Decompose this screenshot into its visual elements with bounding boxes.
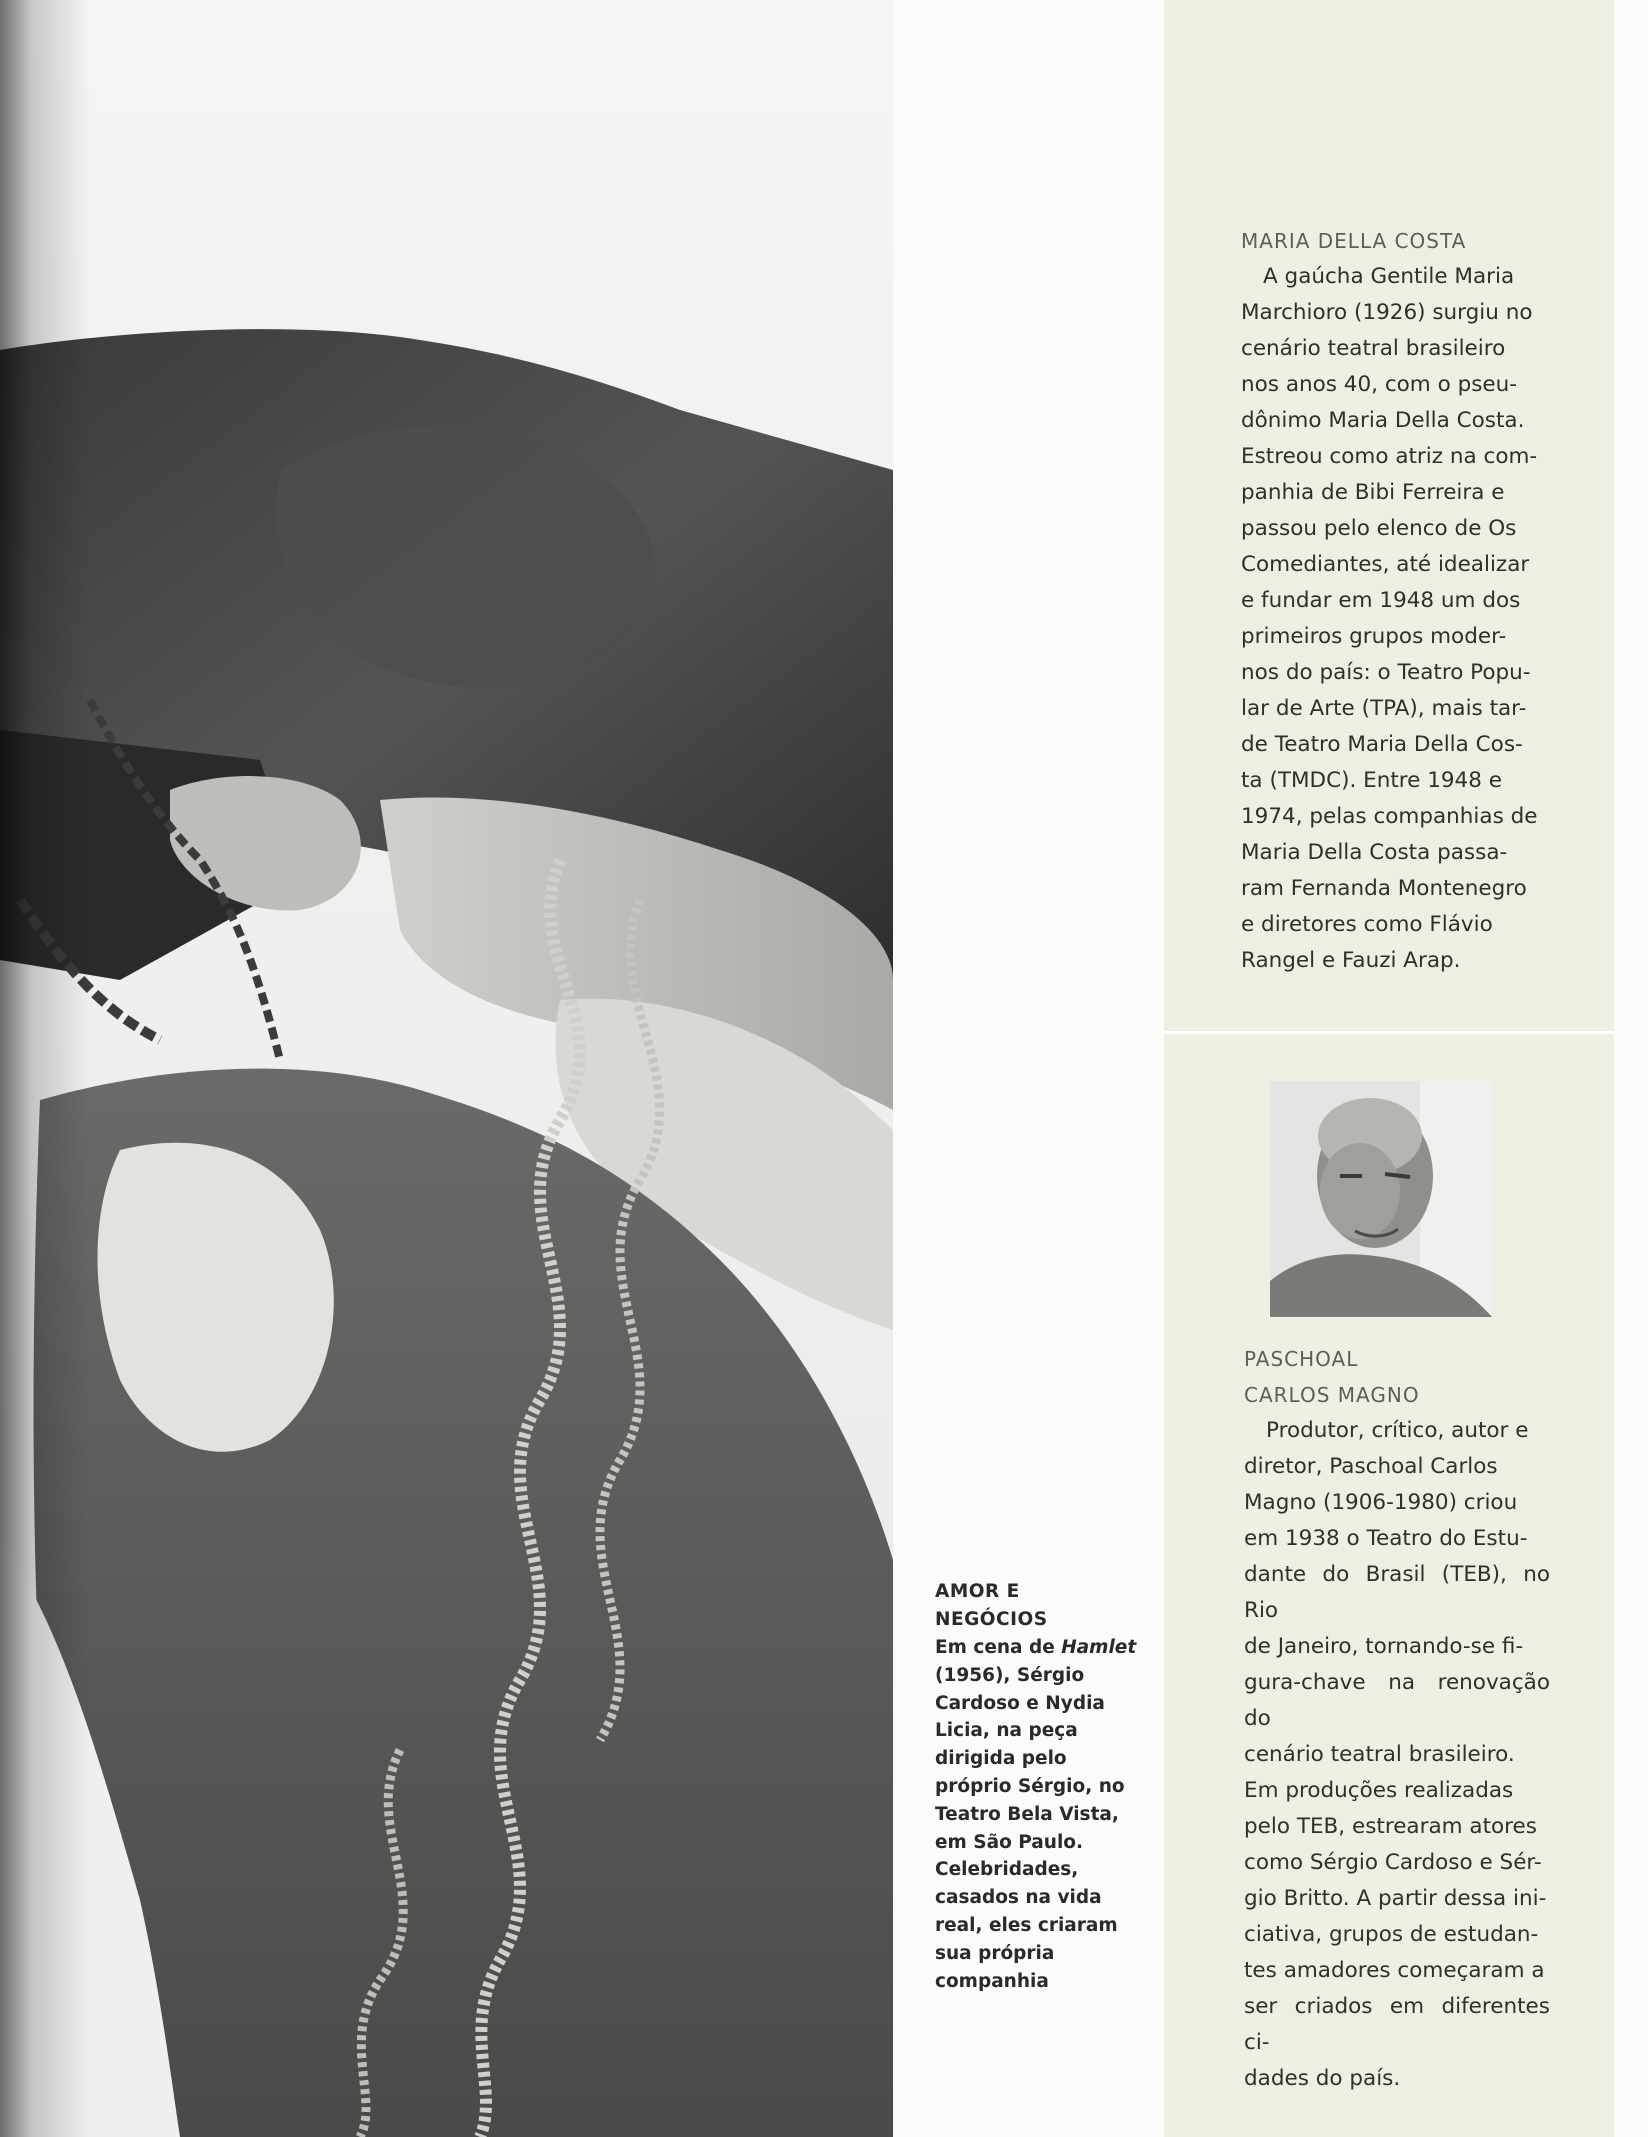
text-line: e diretores como Flávio — [1241, 912, 1493, 937]
heading-line: PASCHOAL — [1244, 1347, 1359, 1371]
text-line: Maria Della Costa passa- — [1241, 840, 1508, 865]
text-line: Produtor, crítico, autor e — [1266, 1418, 1529, 1443]
text-line: ciativa, grupos de estudan- — [1244, 1922, 1539, 1947]
text-line: ta (TMDC). Entre 1948 e — [1241, 768, 1502, 793]
caption-title-line: NEGÓCIOS — [935, 1609, 1048, 1630]
paschoal-heading — [1244, 1341, 1584, 1413]
text-line: ram Fernanda Montenegro — [1241, 876, 1527, 901]
sidebar-divider — [1164, 1031, 1614, 1034]
text-line: gura-chave na renovação do — [1244, 1670, 1550, 1731]
text-line: Em produções realizadas — [1244, 1778, 1514, 1803]
text-line: dades do país. — [1244, 2066, 1401, 2091]
text-line: dante do Brasil (TEB), no Rio — [1244, 1562, 1550, 1623]
text-line: Estreou como atriz na com- — [1241, 444, 1538, 469]
maria-della-costa-heading: MARIA DELLA COSTA — [1241, 229, 1467, 253]
heading-line: CARLOS MAGNO — [1244, 1383, 1420, 1407]
caption-text — [935, 1634, 1145, 1995]
text-line: Rangel e Fauzi Arap. — [1241, 948, 1461, 973]
text-line: diretor, Paschoal Carlos — [1244, 1454, 1498, 1479]
text-line: cenário teatral brasileiro. — [1244, 1742, 1515, 1767]
text-line: de Teatro Maria Della Cos- — [1241, 732, 1523, 757]
text-line: pelo TEB, estrearam atores — [1244, 1814, 1537, 1839]
caption-play-title: Hamlet — [1061, 1637, 1137, 1658]
maria-della-costa-text — [1241, 259, 1549, 979]
photo-caption — [935, 1578, 1145, 1995]
text-line: panhia de Bibi Ferreira e — [1241, 480, 1505, 505]
text-line: nos anos 40, com o pseu- — [1241, 372, 1518, 397]
text-line: A gaúcha Gentile Maria — [1263, 264, 1515, 289]
text-line: como Sérgio Cardoso e Sér- — [1244, 1850, 1542, 1875]
text-line: Comediantes, até idealizar — [1241, 552, 1530, 577]
text-line: primeiros grupos moder- — [1241, 624, 1507, 649]
binding-shadow — [0, 0, 90, 2137]
text-line: tes amadores começaram a — [1244, 1958, 1545, 1983]
paschoal-text — [1244, 1413, 1550, 2097]
paschoal-portrait-photo — [1270, 1081, 1492, 1317]
text-line: cenário teatral brasileiro — [1241, 336, 1506, 361]
text-line: Marchioro (1926) surgiu no — [1241, 300, 1533, 325]
text-line: ser criados em diferentes ci- — [1244, 1994, 1550, 2055]
caption-text-prefix: Em cena de — [935, 1637, 1062, 1658]
caption-title-line: AMOR E — [935, 1581, 1020, 1602]
text-line: lar de Arte (TPA), mais tar- — [1241, 696, 1527, 721]
text-line: de Janeiro, tornando-se fi- — [1244, 1634, 1524, 1659]
text-line: dônimo Maria Della Costa. — [1241, 408, 1525, 433]
caption-text-suffix: (1956), Sérgio Cardoso e Nydia Licia, na peça dirigida pelo próprio Sérgio, no Teatro Bela Vista, em São Paulo. Celebridades, casados na vida real, eles criaram sua própria companhia — [935, 1664, 1125, 1992]
text-line: passou pelo elenco de Os — [1241, 516, 1517, 541]
text-line: gio Britto. A partir dessa ini- — [1244, 1886, 1547, 1911]
portrait-illustration — [1270, 1081, 1492, 1317]
text-line: Magno (1906-1980) criou — [1244, 1490, 1518, 1515]
text-line: em 1938 o Teatro do Estu- — [1244, 1526, 1528, 1551]
text-line: 1974, pelas companhias de — [1241, 804, 1538, 829]
text-line: nos do país: o Teatro Popu- — [1241, 660, 1531, 685]
text-line: e fundar em 1948 um dos — [1241, 588, 1521, 613]
